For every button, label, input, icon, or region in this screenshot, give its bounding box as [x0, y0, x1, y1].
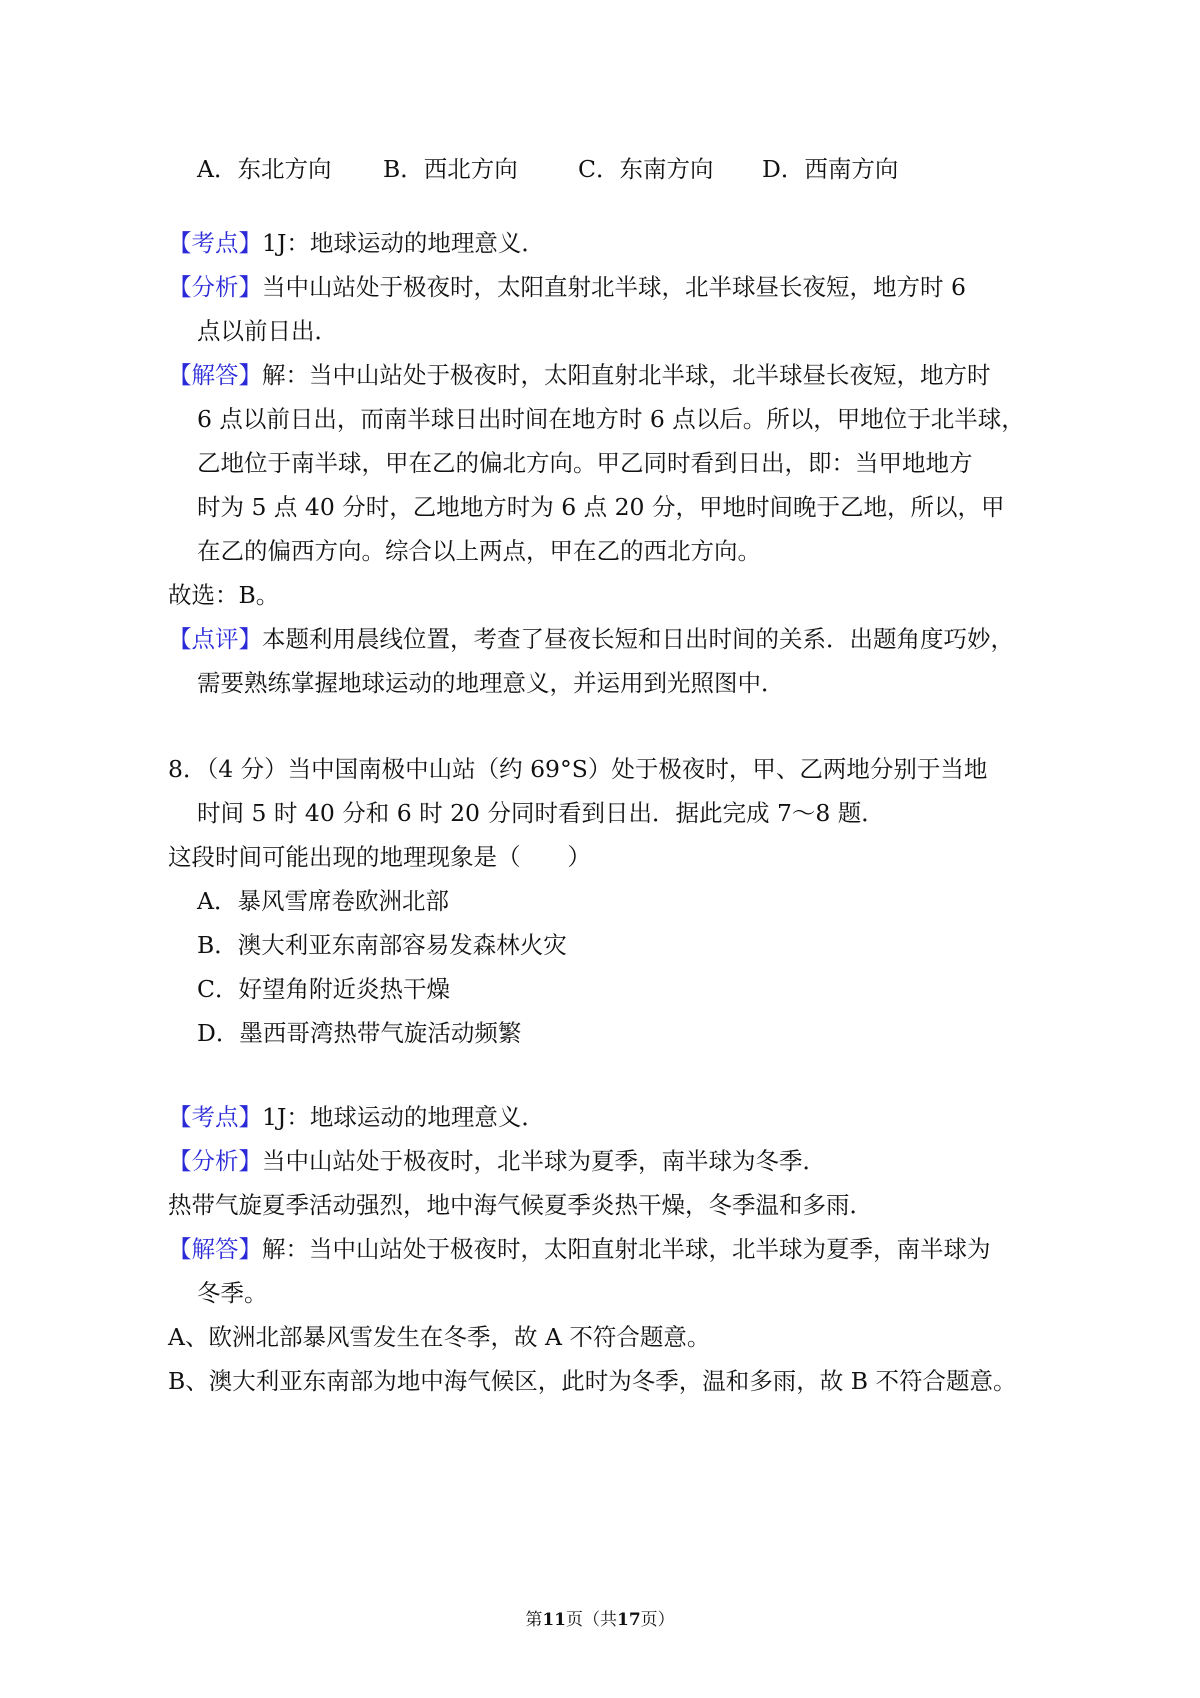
- q8-fenxi-text: 当中山站处于极夜时，北半球为夏季，南半球为冬季．: [262, 1147, 826, 1175]
- option-b: B．西北方向: [383, 155, 518, 183]
- jieda-line-2: 6 点以前日出，而南半球日出时间在地方时 6 点以后。所以，甲地位于北半球，: [197, 405, 1025, 433]
- q8-option-b: B．澳大利亚东南部容易发森林火灾: [197, 931, 567, 959]
- q8-stem-line-1: 8．（4 分）当中国南极中山站（约 69°S）处于极夜时，甲、乙两地分别于当地: [168, 755, 988, 783]
- dianping-tag: 【点评】: [168, 625, 262, 653]
- fenxi-line-2: 点以前日出．: [197, 317, 338, 345]
- q8-jieda-text: 解：当中山站处于极夜时，太阳直射北半球，北半球为夏季，南半球为: [262, 1235, 991, 1263]
- dianping-text: 本题利用晨线位置，考查了昼夜长短和日出时间的关系．出题角度巧妙，: [262, 625, 1014, 653]
- q8-item-a: A、欧洲北部暴风雪发生在冬季，故 A 不符合题意。: [168, 1323, 711, 1351]
- kaodian-text: 1J：地球运动的地理意义．: [262, 229, 545, 257]
- jieda-line-5: 在乙的偏西方向。综合以上两点，甲在乙的西北方向。: [197, 537, 761, 565]
- footer-page-number: 11: [542, 1610, 566, 1630]
- q8-jieda-tag: 【解答】: [168, 1235, 262, 1263]
- footer-middle: 页（共: [566, 1610, 617, 1630]
- jieda-line-4: 时为 5 点 40 分时，乙地地方时为 6 点 20 分，甲地时间晚于乙地，所以，甲: [197, 493, 1005, 521]
- footer-prefix: 第: [525, 1610, 543, 1630]
- page-footer: [0, 1608, 1200, 1632]
- q8-option-c: C．好望角附近炎热干燥: [197, 975, 450, 1003]
- q8-kaodian-line: [168, 1100, 545, 1134]
- q8-fenxi-tag: 【分析】: [168, 1147, 262, 1175]
- jieda-text: 解：当中山站处于极夜时，太阳直射北半球，北半球昼长夜短，地方时: [262, 361, 991, 389]
- dianping-line-2: 需要熟练掌握地球运动的地理意义，并运用到光照图中．: [197, 669, 785, 697]
- option-c: C．东南方向: [578, 155, 714, 183]
- q8-kaodian-text: 1J：地球运动的地理意义．: [262, 1103, 545, 1131]
- kaodian-line: [168, 226, 545, 260]
- jieda-tag: 【解答】: [168, 361, 262, 389]
- q8-option-d: D．墨西哥湾热带气旋活动频繁: [197, 1019, 522, 1047]
- option-a: A．东北方向: [197, 155, 332, 183]
- footer-total-pages: 17: [617, 1610, 641, 1630]
- fenxi-text: 当中山站处于极夜时，太阳直射北半球，北半球昼长夜短，地方时 6: [262, 273, 966, 301]
- kaodian-tag: 【考点】: [168, 229, 262, 257]
- q8-question: 这段时间可能出现的地理现象是（ ）: [168, 843, 591, 871]
- q8-jieda-line: [168, 1232, 991, 1266]
- dianping-line: [168, 622, 1014, 656]
- fenxi-tag: 【分析】: [168, 273, 262, 301]
- q8-fenxi-line: [168, 1144, 826, 1178]
- jieda-line-3: 乙地位于南半球，甲在乙的偏北方向。甲乙同时看到日出，即：当甲地地方: [197, 449, 973, 477]
- q8-fenxi-extra: 热带气旋夏季活动强烈，地中海气候夏季炎热干燥，冬季温和多雨．: [168, 1191, 873, 1219]
- q8-jieda-line-2: 冬季。: [197, 1279, 268, 1307]
- fenxi-line: [168, 270, 966, 304]
- q8-stem-line-2: 时间 5 时 40 分和 6 时 20 分同时看到日出．据此完成 7～8 题．: [197, 799, 885, 827]
- footer-suffix: 页）: [640, 1610, 675, 1630]
- q8-kaodian-tag: 【考点】: [168, 1103, 262, 1131]
- q8-item-b: B、澳大利亚东南部为地中海气候区，此时为冬季，温和多雨，故 B 不符合题意。: [168, 1367, 1017, 1395]
- jieda-line: [168, 358, 991, 392]
- q8-option-a: A．暴风雪席卷欧洲北部: [197, 887, 449, 915]
- option-d: D．西南方向: [762, 155, 899, 183]
- answer-choice: 故选：B。: [168, 581, 280, 609]
